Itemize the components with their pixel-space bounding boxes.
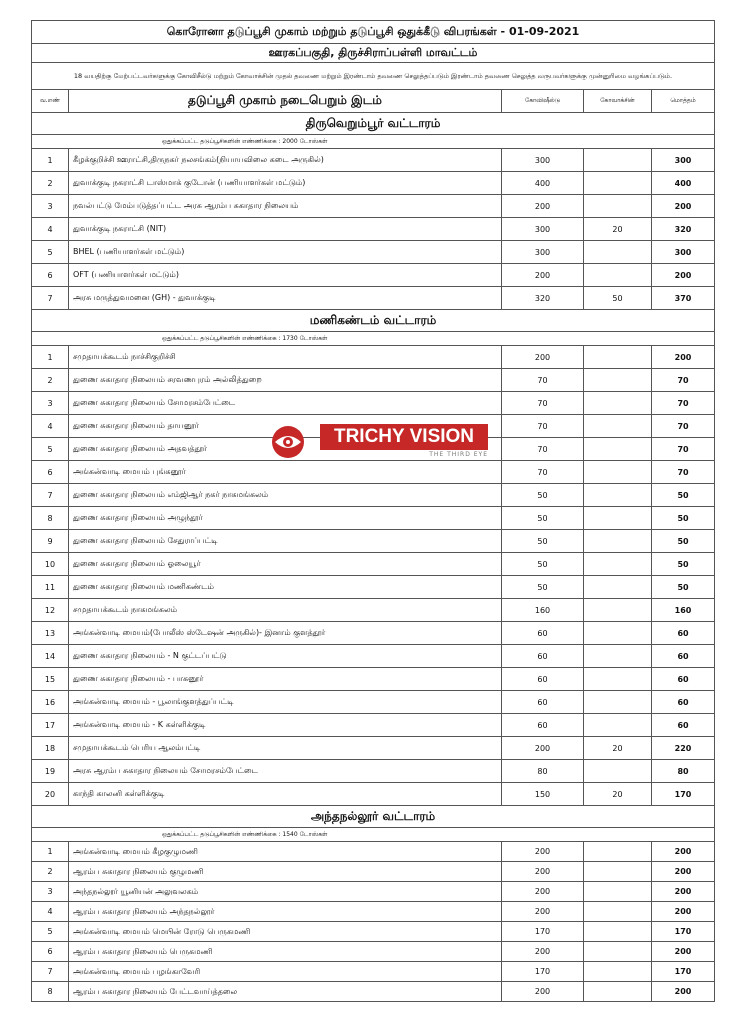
row-serial: 6 [32, 264, 69, 287]
section-title: திருவெறும்பூர் வட்டாரம் [32, 113, 715, 135]
table-row [32, 691, 715, 714]
table-row [32, 942, 715, 962]
row-covaxin [584, 862, 652, 882]
row-covishield: 200 [502, 902, 584, 922]
table-row [32, 599, 715, 622]
row-covishield: 200 [502, 982, 584, 1002]
document-title: கொரோனா தடுப்பூசி முகாம் மற்றும் தடுப்பூசி ஒதுக்கீடு விபரங்கள் - 01-09-2021 [32, 21, 715, 44]
row-covaxin [584, 922, 652, 942]
row-place: ஆரம்ப சுகாதார நிலையம் குழுமணி [69, 862, 502, 882]
row-place: OFT (பணியாளர்கள் மட்டும்) [69, 264, 502, 287]
header-covishield: கோவிஷீல்டு [502, 90, 584, 113]
row-covishield: 200 [502, 862, 584, 882]
row-covishield: 50 [502, 484, 584, 507]
table-row [32, 962, 715, 982]
row-covaxin [584, 241, 652, 264]
row-place: அரசு மருத்துவமனை (GH) - துவாக்குடி [69, 287, 502, 310]
row-serial: 4 [32, 902, 69, 922]
row-place: அங்கன்வாடி மையம் கீழகுழுமணி [69, 842, 502, 862]
row-place: ஆரம்ப சுகாதார நிலையம் பேட்டவாய்த்தலை [69, 982, 502, 1002]
row-place: துணை சுகாதார நிலையம் சேதுராப்பட்டி [69, 530, 502, 553]
row-covishield: 320 [502, 287, 584, 310]
watermark [262, 422, 492, 466]
row-total: 200 [652, 195, 715, 218]
table-header [32, 90, 715, 113]
table-row [32, 195, 715, 218]
row-covaxin [584, 553, 652, 576]
row-total: 80 [652, 760, 715, 783]
table-row [32, 484, 715, 507]
row-place: துணை சுகாதார நிலையம் ஓலையூர் [69, 553, 502, 576]
row-covishield: 70 [502, 392, 584, 415]
row-serial: 13 [32, 622, 69, 645]
row-serial: 5 [32, 438, 69, 461]
row-place: துணை சுகாதார நிலையம் அழுந்தூர் [69, 507, 502, 530]
row-place: துவாக்குடி நகராட்சி (NIT) [69, 218, 502, 241]
row-place: அந்தநல்லூர் யூனியன் அலுவலகம் [69, 882, 502, 902]
row-covishield: 200 [502, 882, 584, 902]
row-total: 200 [652, 264, 715, 287]
row-serial: 3 [32, 882, 69, 902]
row-place: அங்கன்வாடி மையம் மெயின் ரோடு பெருகமணி [69, 922, 502, 942]
document-sheet [31, 20, 714, 1002]
header-covaxin: கோவாக்சின் [584, 90, 652, 113]
table-row [32, 982, 715, 1002]
row-total: 300 [652, 241, 715, 264]
row-covishield: 70 [502, 415, 584, 438]
row-serial: 7 [32, 287, 69, 310]
row-total: 200 [652, 942, 715, 962]
row-covishield: 160 [502, 599, 584, 622]
row-covaxin: 20 [584, 218, 652, 241]
table-row [32, 668, 715, 691]
row-serial: 1 [32, 149, 69, 172]
table-row [32, 553, 715, 576]
row-total: 200 [652, 902, 715, 922]
header-total: மொத்தம் [652, 90, 715, 113]
section-header [32, 806, 715, 828]
row-total: 200 [652, 346, 715, 369]
row-covishield: 70 [502, 369, 584, 392]
row-covishield: 150 [502, 783, 584, 806]
dose-allocation: ஒதுக்கப்பட்ட தடுப்பூசிகளின் எண்ணிக்கை : 2000 டோஸ்கள் [32, 135, 715, 149]
row-covishield: 50 [502, 507, 584, 530]
row-serial: 6 [32, 461, 69, 484]
row-covaxin: 20 [584, 737, 652, 760]
row-place: அரசு ஆரம்ப சுகாதார நிலையம் சோமரசம்பேட்டை [69, 760, 502, 783]
row-total: 200 [652, 882, 715, 902]
row-serial: 12 [32, 599, 69, 622]
row-serial: 4 [32, 218, 69, 241]
row-covishield: 60 [502, 691, 584, 714]
row-place: அங்கன்வாடி மையம் - பூலாங்குளத்துப்பட்டி [69, 691, 502, 714]
dose-allocation: ஒதுக்கப்பட்ட தடுப்பூசிகளின் எண்ணிக்கை : 1540 டோஸ்கள் [32, 828, 715, 842]
row-serial: 19 [32, 760, 69, 783]
row-covishield: 60 [502, 645, 584, 668]
row-covishield: 300 [502, 149, 584, 172]
table-row [32, 287, 715, 310]
table-row [32, 264, 715, 287]
eye-logo-icon [262, 424, 314, 460]
row-serial: 15 [32, 668, 69, 691]
row-total: 70 [652, 461, 715, 484]
row-total: 370 [652, 287, 715, 310]
section-title: மணிகண்டம் வட்டாரம் [32, 310, 715, 332]
table-row [32, 760, 715, 783]
document-note: 18 வயதிற்கு மேற்பட்டவர்களுக்கு கோவிசீல்டு மற்றும் கோவாக்சின் முதல் தவணை மற்றும் இரண்டாம் தவணை செலுத்தப்படும் இரண்டாம் தவணை செலுத்த வருபவர்களுக்கு முன்னுரிமை வழங்கப்படும். [32, 63, 715, 90]
row-total: 50 [652, 484, 715, 507]
row-place: துணை சுகாதார நிலையம் - பாகனூர் [69, 668, 502, 691]
row-serial: 17 [32, 714, 69, 737]
table-row [32, 369, 715, 392]
vaccination-table [31, 20, 715, 1002]
header-serial: வ.எண் [32, 90, 69, 113]
row-covaxin [584, 882, 652, 902]
row-covishield: 60 [502, 668, 584, 691]
row-total: 60 [652, 691, 715, 714]
row-place: துணை சுகாதார நிலையம் மணிகண்டம் [69, 576, 502, 599]
table-row [32, 922, 715, 942]
row-place: அங்கன்வாடி மையம் - K கள்ளிக்குடி [69, 714, 502, 737]
row-covaxin [584, 902, 652, 922]
document-subtitle: ஊரகப்பகுதி, திருச்சிராப்பள்ளி மாவட்டம் [32, 44, 715, 63]
table-row [32, 842, 715, 862]
row-total: 50 [652, 576, 715, 599]
table-row [32, 783, 715, 806]
row-total: 70 [652, 369, 715, 392]
row-total: 60 [652, 645, 715, 668]
row-total: 170 [652, 922, 715, 942]
row-place: அங்கன்வாடி மையம்(போலீஸ் ஸ்டேஷன் அருகில்)- இனாம் குளத்தூர் [69, 622, 502, 645]
row-total: 400 [652, 172, 715, 195]
table-row [32, 862, 715, 882]
row-covishield: 170 [502, 962, 584, 982]
row-serial: 5 [32, 922, 69, 942]
row-covaxin [584, 599, 652, 622]
row-serial: 2 [32, 172, 69, 195]
row-covishield: 300 [502, 218, 584, 241]
table-row [32, 645, 715, 668]
row-place: துணை சுகாதார நிலையம் தாயனூர் [69, 415, 502, 438]
table-row [32, 902, 715, 922]
row-covaxin [584, 842, 652, 862]
row-covaxin [584, 982, 652, 1002]
row-serial: 9 [32, 530, 69, 553]
row-serial: 20 [32, 783, 69, 806]
row-covaxin [584, 346, 652, 369]
row-place: துணை சுகாதார நிலையம் அதவத்தூர் [69, 438, 502, 461]
row-total: 220 [652, 737, 715, 760]
row-total: 50 [652, 553, 715, 576]
row-covishield: 200 [502, 264, 584, 287]
row-covishield: 50 [502, 530, 584, 553]
row-total: 70 [652, 392, 715, 415]
row-serial: 7 [32, 962, 69, 982]
row-serial: 4 [32, 415, 69, 438]
row-serial: 6 [32, 942, 69, 962]
row-covaxin [584, 438, 652, 461]
row-covaxin [584, 668, 652, 691]
row-total: 60 [652, 714, 715, 737]
dose-allocation: ஒதுக்கப்பட்ட தடுப்பூசிகளின் எண்ணிக்கை : 1730 டோஸ்கள் [32, 332, 715, 346]
row-serial: 7 [32, 484, 69, 507]
row-serial: 18 [32, 737, 69, 760]
row-place: BHEL (பணியாளர்கள் மட்டும்) [69, 241, 502, 264]
table-row [32, 507, 715, 530]
row-place: காந்தி காலனி கள்ளிக்குடி [69, 783, 502, 806]
row-covaxin [584, 392, 652, 415]
row-serial: 16 [32, 691, 69, 714]
table-row [32, 882, 715, 902]
row-covaxin: 50 [584, 287, 652, 310]
row-total: 170 [652, 783, 715, 806]
row-serial: 2 [32, 369, 69, 392]
row-covaxin [584, 461, 652, 484]
row-total: 50 [652, 507, 715, 530]
table-row [32, 218, 715, 241]
row-serial: 14 [32, 645, 69, 668]
row-covishield: 80 [502, 760, 584, 783]
row-covaxin [584, 760, 652, 783]
section-title: அந்தநல்லூர் வட்டாரம் [32, 806, 715, 828]
row-covaxin [584, 195, 652, 218]
row-place: அங்கன்வாடி மையம் பழங்காவேரி [69, 962, 502, 982]
row-covaxin [584, 691, 652, 714]
watermark-tagline: THE THIRD EYE [429, 451, 488, 458]
dose-allocation-row [32, 332, 715, 346]
table-row [32, 737, 715, 760]
watermark-title: TRICHY VISION [320, 424, 488, 450]
row-place: துணை சுகாதார நிலையம் - N குட்டப்பட்டு [69, 645, 502, 668]
row-covaxin [584, 645, 652, 668]
row-serial: 10 [32, 553, 69, 576]
table-row [32, 622, 715, 645]
row-total: 300 [652, 149, 715, 172]
row-covishield: 70 [502, 461, 584, 484]
row-place: துணை சுகாதார நிலையம் சோமரசம்பேட்டை [69, 392, 502, 415]
row-total: 50 [652, 530, 715, 553]
row-covaxin: 20 [584, 783, 652, 806]
row-serial: 5 [32, 241, 69, 264]
row-covaxin [584, 172, 652, 195]
row-covaxin [584, 415, 652, 438]
row-total: 70 [652, 438, 715, 461]
row-total: 60 [652, 622, 715, 645]
row-covishield: 50 [502, 553, 584, 576]
row-serial: 3 [32, 392, 69, 415]
row-covishield: 60 [502, 622, 584, 645]
row-place: துவாக்குடி நகராட்சி டாஸ்மாக் குடோன் (பணியாளர்கள் மட்டும்) [69, 172, 502, 195]
row-place: துணை சுகாதார நிலையம் எம்ஜிஆர் நகர் நாகமங்கலம் [69, 484, 502, 507]
dose-allocation-row [32, 135, 715, 149]
row-serial: 8 [32, 507, 69, 530]
section-header [32, 310, 715, 332]
dose-allocation-row [32, 828, 715, 842]
table-row [32, 714, 715, 737]
row-covishield: 200 [502, 942, 584, 962]
row-covishield: 200 [502, 346, 584, 369]
row-total: 160 [652, 599, 715, 622]
row-covishield: 200 [502, 737, 584, 760]
row-covishield: 50 [502, 576, 584, 599]
row-covaxin [584, 369, 652, 392]
table-row [32, 172, 715, 195]
row-covishield: 170 [502, 922, 584, 942]
row-place: துணை சுகாதார நிலையம் சரவணபுரம் அல்லித்துறை [69, 369, 502, 392]
row-place: சமுதாயக்கூடம் நாச்சிகுறிச்சி [69, 346, 502, 369]
row-total: 70 [652, 415, 715, 438]
row-place: கீழக்குறிச்சி ஊராட்சி,திருநகர் நலசங்கம்(நியாயவிலை கடை அருகில்) [69, 149, 502, 172]
row-total: 200 [652, 982, 715, 1002]
table-row [32, 346, 715, 369]
row-covaxin [584, 149, 652, 172]
table-row [32, 576, 715, 599]
table-row [32, 392, 715, 415]
row-covaxin [584, 622, 652, 645]
row-serial: 2 [32, 862, 69, 882]
row-serial: 1 [32, 346, 69, 369]
row-covishield: 200 [502, 842, 584, 862]
row-covaxin [584, 576, 652, 599]
row-serial: 11 [32, 576, 69, 599]
row-place: சமுதாயக்கூடம் பெரிய ஆலம்பட்டி [69, 737, 502, 760]
row-covaxin [584, 530, 652, 553]
row-covaxin [584, 942, 652, 962]
row-place: அங்கன்வாடி மையம் புங்கனூர் [69, 461, 502, 484]
row-covishield: 60 [502, 714, 584, 737]
row-total: 320 [652, 218, 715, 241]
row-covaxin [584, 264, 652, 287]
row-covishield: 400 [502, 172, 584, 195]
row-total: 170 [652, 962, 715, 982]
row-place: ஆரம்ப சுகாதார நிலையம் பெருகமணி [69, 942, 502, 962]
table-row [32, 530, 715, 553]
row-covaxin [584, 507, 652, 530]
row-serial: 8 [32, 982, 69, 1002]
row-covishield: 70 [502, 438, 584, 461]
row-serial: 3 [32, 195, 69, 218]
row-total: 200 [652, 842, 715, 862]
row-place: சமுதாயக்கூடம் நாகமங்கலம் [69, 599, 502, 622]
row-place: நவல்பட்டு மேம்படுத்தப்பட்ட அரசு ஆரம்ப சுகாதார நிலையம் [69, 195, 502, 218]
table-row [32, 241, 715, 264]
row-covishield: 200 [502, 195, 584, 218]
row-covishield: 300 [502, 241, 584, 264]
section-header [32, 113, 715, 135]
row-place: ஆரம்ப சுகாதார நிலையம் அந்தநல்லூர் [69, 902, 502, 922]
row-total: 200 [652, 862, 715, 882]
row-serial: 1 [32, 842, 69, 862]
row-total: 60 [652, 668, 715, 691]
table-row [32, 149, 715, 172]
row-covaxin [584, 484, 652, 507]
row-covaxin [584, 714, 652, 737]
header-place: தடுப்பூசி முகாம் நடைபெறும் இடம் [69, 90, 502, 113]
row-covaxin [584, 962, 652, 982]
